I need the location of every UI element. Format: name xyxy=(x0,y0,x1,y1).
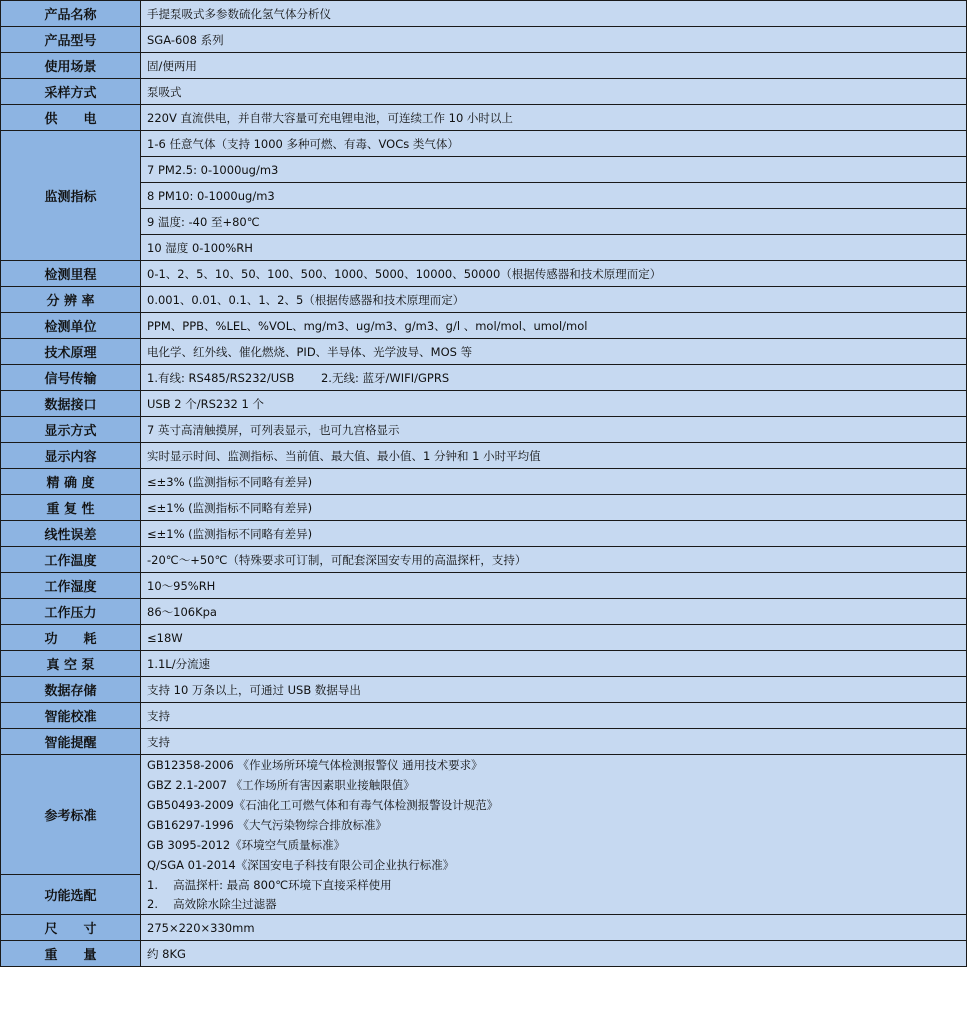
spec-label: 重 复 性 xyxy=(1,495,141,521)
spec-row xyxy=(1,261,967,287)
spec-row xyxy=(1,469,967,495)
spec-value: 220V 直流供电，并自带大容量可充电锂电池，可连续工作 10 小时以上 xyxy=(141,105,967,131)
standards-row xyxy=(1,855,967,875)
spec-row xyxy=(1,79,967,105)
options-item: 2. 高效除水除尘过滤器 xyxy=(141,895,967,915)
spec-row xyxy=(1,287,967,313)
spec-value: 86～106Kpa xyxy=(141,599,967,625)
spec-row xyxy=(1,443,967,469)
spec-row xyxy=(1,651,967,677)
spec-label: 产品型号 xyxy=(1,27,141,53)
spec-value: ≤±1% (监测指标不同略有差异) xyxy=(141,521,967,547)
spec-label: 真 空 泵 xyxy=(1,651,141,677)
standards-row xyxy=(1,835,967,855)
spec-row xyxy=(1,521,967,547)
monitoring-item: 10 湿度 0-100%RH xyxy=(141,235,967,261)
spec-row xyxy=(1,339,967,365)
spec-row xyxy=(1,1,967,27)
spec-value: 实时显示时间、监测指标、当前值、最大值、最小值、1 分钟和 1 小时平均值 xyxy=(141,443,967,469)
spec-label: 智能校准 xyxy=(1,703,141,729)
standards-item: Q/SGA 01-2014《深国安电子科技有限公司企业执行标准》 xyxy=(141,855,967,875)
spec-label: 重 量 xyxy=(1,941,141,967)
spec-row xyxy=(1,941,967,967)
watermark: m.kbdas.com xyxy=(872,987,964,1002)
spec-value: 0.001、0.01、0.1、1、2、5（根据传感器和技术原理而定） xyxy=(141,287,967,313)
monitoring-label: 监测指标 xyxy=(1,131,141,261)
spec-label: 智能提醒 xyxy=(1,729,141,755)
spec-label: 产品名称 xyxy=(1,1,141,27)
spec-value: ≤±3% (监测指标不同略有差异) xyxy=(141,469,967,495)
spec-row xyxy=(1,573,967,599)
spec-value: 10～95%RH xyxy=(141,573,967,599)
spec-value: -20℃～+50℃（特殊要求可订制，可配套深国安专用的高温探杆，支持） xyxy=(141,547,967,573)
spec-row xyxy=(1,417,967,443)
spec-value: 支持 xyxy=(141,703,967,729)
spec-label: 工作压力 xyxy=(1,599,141,625)
spec-row xyxy=(1,703,967,729)
standards-item: GB12358-2006 《作业场所环境气体检测报警仪 通用技术要求》 xyxy=(141,755,967,775)
monitoring-item: 8 PM10: 0-1000ug/m3 xyxy=(141,183,967,209)
standards-row xyxy=(1,755,967,775)
spec-value: 7 英寸高清触摸屏，可列表显示，也可九宫格显示 xyxy=(141,417,967,443)
spec-row xyxy=(1,27,967,53)
spec-row xyxy=(1,495,967,521)
spec-row xyxy=(1,365,967,391)
spec-label: 使用场景 xyxy=(1,53,141,79)
options-item: 1. 高温探杆: 最高 800℃环境下直接采样使用 xyxy=(141,875,967,895)
monitoring-item: 9 温度: -40 至+80℃ xyxy=(141,209,967,235)
spec-label: 工作湿度 xyxy=(1,573,141,599)
spec-label: 线性误差 xyxy=(1,521,141,547)
monitoring-item: 7 PM2.5: 0-1000ug/m3 xyxy=(141,157,967,183)
spec-label: 数据接口 xyxy=(1,391,141,417)
spec-value: 支持 10 万条以上，可通过 USB 数据导出 xyxy=(141,677,967,703)
monitoring-row xyxy=(1,131,967,157)
spec-row xyxy=(1,915,967,941)
spec-row xyxy=(1,729,967,755)
spec-label: 功 耗 xyxy=(1,625,141,651)
spec-label: 精 确 度 xyxy=(1,469,141,495)
spec-value: SGA-608 系列 xyxy=(141,27,967,53)
spec-value: 约 8KG xyxy=(141,941,967,967)
monitoring-row xyxy=(1,183,967,209)
spec-value: 固/便两用 xyxy=(141,53,967,79)
standards-row xyxy=(1,795,967,815)
spec-value: 275×220×330mm xyxy=(141,915,967,941)
spec-label: 显示方式 xyxy=(1,417,141,443)
monitoring-item: 1-6 任意气体（支持 1000 多种可燃、有毒、VOCs 类气体） xyxy=(141,131,967,157)
spec-row xyxy=(1,599,967,625)
spec-label: 采样方式 xyxy=(1,79,141,105)
standards-label: 参考标准 xyxy=(1,755,141,875)
spec-value: 1.有线: RS485/RS232/USB 2.无线: 蓝牙/WIFI/GPRS xyxy=(141,365,967,391)
spec-value: 支持 xyxy=(141,729,967,755)
options-label: 功能选配 xyxy=(1,875,141,915)
spec-row xyxy=(1,391,967,417)
spec-row xyxy=(1,677,967,703)
spec-label: 数据存储 xyxy=(1,677,141,703)
spec-label: 工作温度 xyxy=(1,547,141,573)
spec-value: ≤±1% (监测指标不同略有差异) xyxy=(141,495,967,521)
standards-row xyxy=(1,815,967,835)
monitoring-row xyxy=(1,235,967,261)
standards-row xyxy=(1,775,967,795)
spec-value: ≤18W xyxy=(141,625,967,651)
standards-item: GB16297-1996 《大气污染物综合排放标准》 xyxy=(141,815,967,835)
spec-row xyxy=(1,625,967,651)
spec-row xyxy=(1,105,967,131)
spec-value: 1.1L/分流速 xyxy=(141,651,967,677)
spec-label: 检测单位 xyxy=(1,313,141,339)
spec-label: 技术原理 xyxy=(1,339,141,365)
options-row xyxy=(1,875,967,895)
spec-label: 显示内容 xyxy=(1,443,141,469)
spec-value: 0-1、2、5、10、50、100、500、1000、5000、10000、50000（根据传感器和技术原理而定） xyxy=(141,261,967,287)
spec-row xyxy=(1,547,967,573)
spec-row xyxy=(1,53,967,79)
standards-item: GB50493-2009《石油化工可燃气体和有毒气体检测报警设计规范》 xyxy=(141,795,967,815)
standards-item: GBZ 2.1-2007 《工作场所有害因素职业接触限值》 xyxy=(141,775,967,795)
spec-label: 信号传输 xyxy=(1,365,141,391)
options-row xyxy=(1,895,967,915)
spec-value: 泵吸式 xyxy=(141,79,967,105)
spec-value: PPM、PPB、%LEL、%VOL、mg/m3、ug/m3、g/m3、g/l 、mol/mol、umol/mol xyxy=(141,313,967,339)
spec-label: 供 电 xyxy=(1,105,141,131)
spec-label: 检测里程 xyxy=(1,261,141,287)
spec-label: 尺 寸 xyxy=(1,915,141,941)
monitoring-row xyxy=(1,157,967,183)
spec-value: USB 2 个/RS232 1 个 xyxy=(141,391,967,417)
standards-item: GB 3095-2012《环境空气质量标准》 xyxy=(141,835,967,855)
spec-label: 分 辨 率 xyxy=(1,287,141,313)
monitoring-row xyxy=(1,209,967,235)
spec-value: 电化学、红外线、催化燃烧、PID、半导体、光学波导、MOS 等 xyxy=(141,339,967,365)
spec-row xyxy=(1,313,967,339)
spec-value: 手提泵吸式多参数硫化氢气体分析仪 xyxy=(141,1,967,27)
